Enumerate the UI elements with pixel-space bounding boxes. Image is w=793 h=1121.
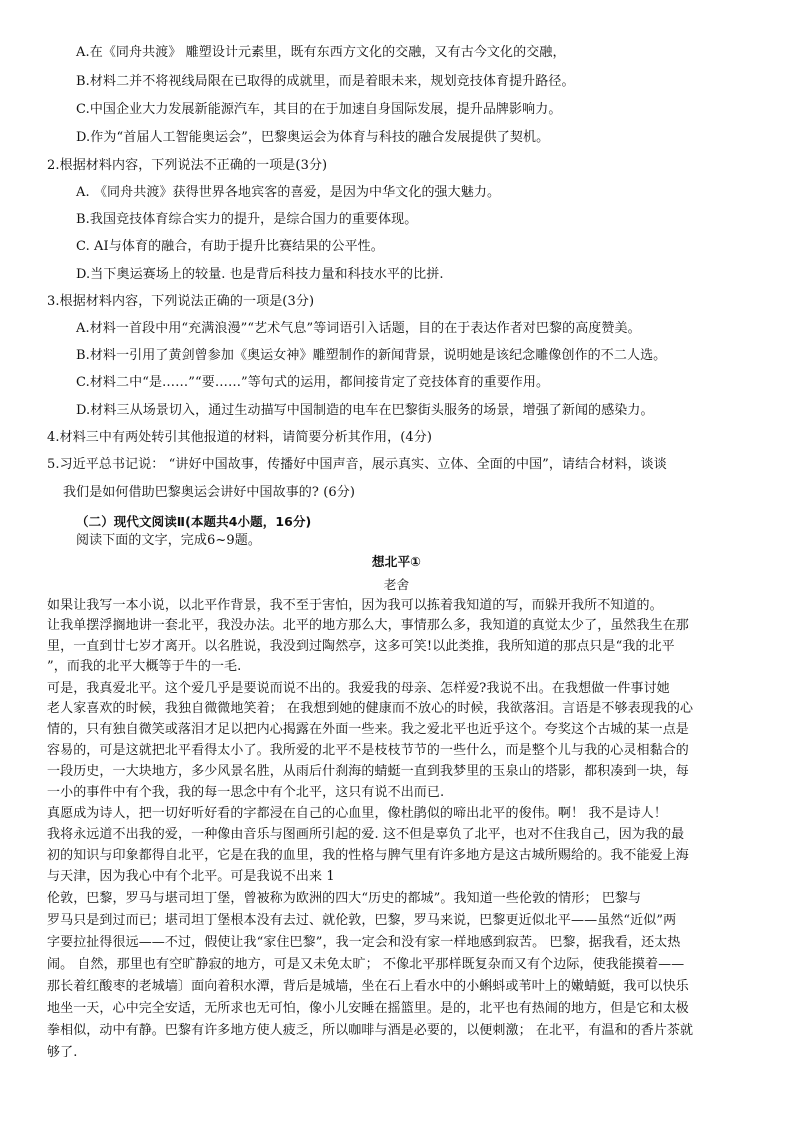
article-author: 老舍 <box>383 577 410 592</box>
q2-option-b: B.我国竞技体育综合实力的提升，是综合国力的重要体现。 <box>76 212 418 227</box>
q3-option-b: B.材料一引用了黄剑曾参加《奥运女神》雕塑制作的新闻背景，说明她是该纪念雕像创作的不二人选。 <box>76 348 667 363</box>
body-line: 伦敦，巴黎，罗马与堪司坦丁堡，曾被称为欧洲的四大“历史的都城”。我知道一些伦敦的情形； 巴黎与 <box>47 891 642 906</box>
section-heading: （二）现代文阅读Ⅱ(本题共4小题，16分) <box>76 514 312 529</box>
body-line: 那长着红酸枣的老城墙〕面向着积水潭，背后是城墙，坐在石上看水中的小蝌蚪或苇叶上的嫩蜻蜓，我可以快乐 <box>47 979 689 994</box>
body-line: 与天津，因为我心中有个北平。可是我说不出来 1 <box>47 869 335 884</box>
body-line: 一小的事件中有个我，我的每一思念中有个北平，这只有说不出而已. <box>47 785 445 800</box>
body-line: 拳相似，动中有静。巴黎有许多地方使人疲乏，所以咖啡与酒是必要的，以便刺激； 在北平，有温和的香片茶就 <box>47 1023 694 1038</box>
body-line: 真愿成为诗人，把一切好听好看的字都浸在自己的心血里，像杜鹃似的啼出北平的俊伟。啊！ 我不是诗人！ <box>47 806 667 821</box>
q1-option-c: C.中国企业大力发展新能源汽车，其目的在于加速自身国际发展，提升品牌影响力。 <box>76 102 562 117</box>
body-line: 地坐一天，心中完全安适，无所求也无可怕，像小儿安睡在摇篮里。是的，北平也有热闹的地方，但是它和太极 <box>47 1001 689 1016</box>
body-line: 罗马只是到过而已；堪司坦丁堡根本没有去过、就伦敦，巴黎，罗马来说，巴黎更近似北平——虽然“近似”两 <box>47 913 677 928</box>
q1-option-a: A.在《同舟共渡》 雕塑设计元素里，既有东西方文化的交融，又有古今文化的交融， <box>76 45 566 60</box>
q2-option-d: D.当下奥运赛场上的较量. 也是背后科技力量和科技水平的比拼. <box>76 267 444 282</box>
q1-option-b: B.材料二并不将视线局限在已取得的成就里，而是着眼未来，规划竞技体育提升路径。 <box>76 74 575 89</box>
q2-option-c: C. AI与体育的融合，有助于提升比赛结果的公平性。 <box>76 239 384 254</box>
body-line: 闹。 自然，那里也有空旷静寂的地方，可是又未免太旷； 不像北平那样既复杂而又有个边际，使我能摸着—— <box>47 957 685 972</box>
q4-stem: 4.材料三中有两处转引其他报道的材料，请简要分析其作用，(4分) <box>47 430 433 445</box>
q3-stem: 3.根据材料内容，下列说法正确的一项是(3分) <box>47 294 315 309</box>
body-line: 如果让我写一本小说，以北平作背景，我不至于害怕，因为我可以拣着我知道的写，而躲开我所不知道的。 <box>47 598 663 613</box>
q2-option-a: A. 《同舟共渡》获得世界各地宾客的喜爱，是因为中华文化的强大魅力。 <box>76 185 501 200</box>
body-line: 一段历史，一大块地方，多少风景名胜，从雨后什刹海的蜻蜓一直到我梦里的玉泉山的塔影，都积凑到一块，每 <box>47 764 689 779</box>
q3-option-c: C.材料二中“是……”“要……”等句式的运用，都间接肯定了竞技体育的重要作用。 <box>76 375 550 390</box>
body-line: 让我单摆浮搁地讲一套北平，我没办法。北平的地方那么大，事情那么多，我知道的真觉太少了，虽然我生在那 <box>47 618 689 633</box>
q5-stem-line-1: 5.习近平总书记说： “讲好中国故事，传播好中国声音，展示真实、立体、全面的中国”，请结合材料，谈谈 <box>47 457 667 472</box>
body-line: 初的知识与印象都得自北平，它是在我的血里，我的性格与脾气里有许多地方是这古城所赐给的。我不能爱上海 <box>47 848 689 863</box>
body-line: 够了. <box>47 1045 78 1060</box>
body-line: 里，一直到廿七岁才离开。以名胜说，我没到过陶然亭，这多可笑!以此类推，我所知道的那点只是“我的北平 <box>47 639 675 654</box>
body-line: 老人家喜欢的时候，我独自微微地笑着； 在我想到她的健康而不放心的时候，我欲落泪。言语是不够表现我的心 <box>47 701 694 716</box>
body-line: 情的，只有独自微笑或落泪才足以把内心揭露在外面一些来。我之爱北平也近乎这个。夸奖这个古城的某一点是 <box>47 722 689 737</box>
q3-option-a: A.材料一首段中用“充满浪漫”“艺术气息”等词语引入话题，目的在于表达作者对巴黎的高度赞美。 <box>76 321 641 336</box>
q1-option-d: D.作为“首届人工智能奥运会”，巴黎奥运会为体育与科技的融合发展提供了契机。 <box>76 130 550 145</box>
body-line: 字要拉扯得很远——不过，假使让我“家住巴黎”，我一定会和没有家一样地感到寂苦。 巴黎，据我看，还太热 <box>47 935 681 950</box>
body-line: 我将永远道不出我的爱，一种像由音乐与图画所引起的爱. 这不但是辜负了北平，也对不住我自己，因为我的最 <box>47 827 685 842</box>
body-line: 容易的，可是这就把北平看得太小了。我所爱的北平不是枝枝节节的一些什么，而是整个儿与我的心灵相黏合的 <box>47 743 689 758</box>
body-line: 可是，我真爱北平。这个爱几乎是要说而说不出的。我爱我的母亲、怎样爱?我说不出。在我想做一件事讨她 <box>47 681 670 696</box>
q5-stem-line-2: 我们是如何借助巴黎奥运会讲好中国故事的? (6分) <box>63 485 356 500</box>
q3-option-d: D.材料三从场景切入，通过生动描写中国制造的电车在巴黎街头服务的场景，增强了新闻的感染力。 <box>76 403 654 418</box>
body-line: ”，而我的北平大概等于牛的一毛. <box>47 659 242 674</box>
article-title: 想北平① <box>371 554 422 569</box>
q2-stem: 2.根据材料内容，下列说法不正确的一项是(3分) <box>47 158 328 173</box>
reading-instruction: 阅读下面的文字，完成6~9题。 <box>76 533 261 548</box>
